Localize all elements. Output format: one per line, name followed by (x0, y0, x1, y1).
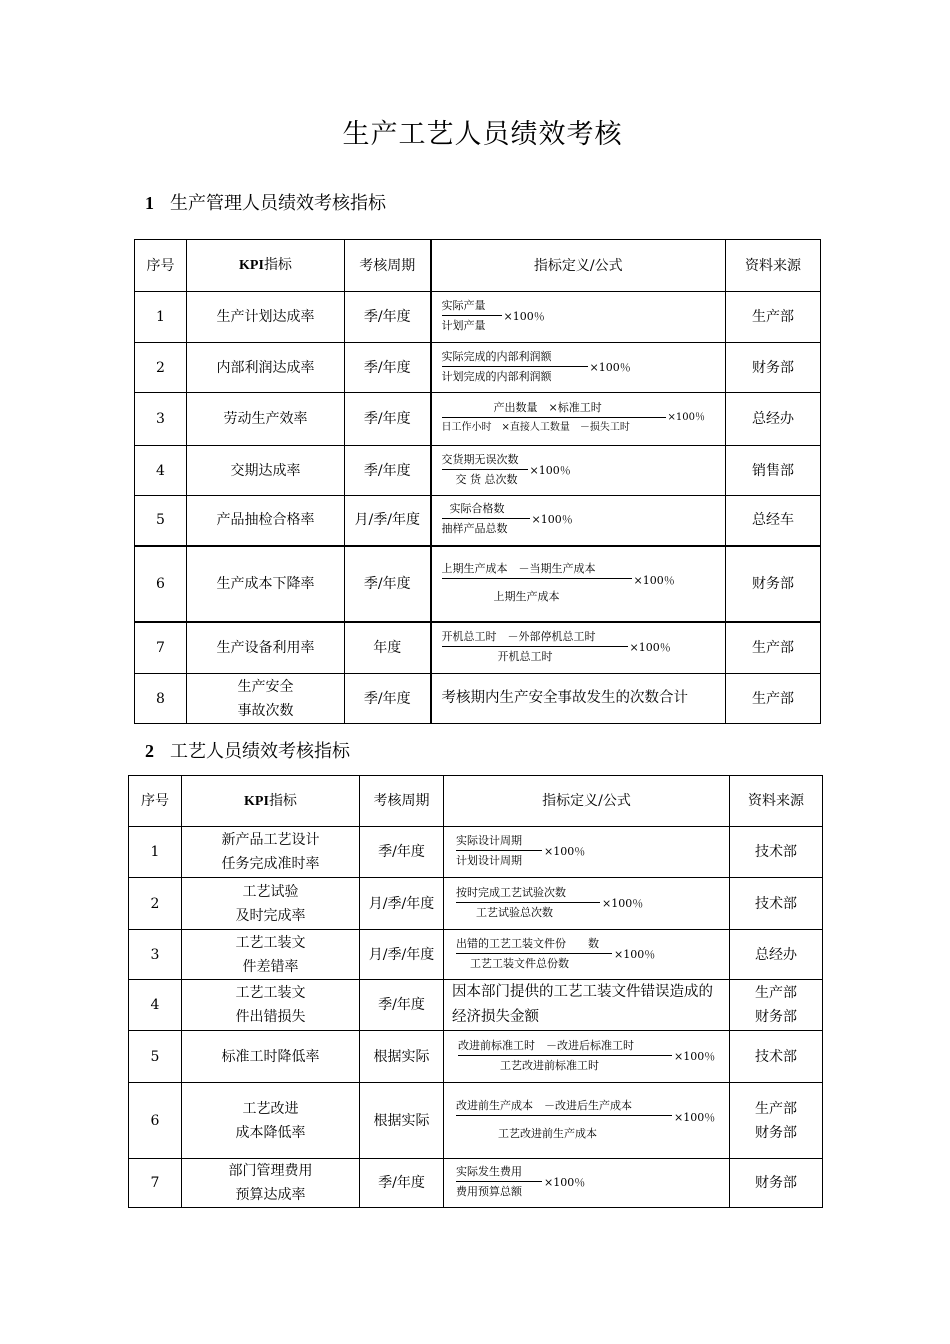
row-seq: 4 (135, 446, 187, 496)
row-period: 月/季/年度 (345, 496, 431, 546)
row-seq: 1 (135, 292, 187, 343)
table-row (129, 930, 823, 980)
section-title: 工艺人员绩效考核指标 (170, 741, 350, 762)
row-kpi: 标准工时降低率 (182, 1031, 360, 1083)
table-row (135, 292, 821, 343)
section-1-heading (145, 189, 386, 215)
row-period: 根据实际 (360, 1083, 444, 1159)
header-seq: 序号 (129, 776, 182, 827)
kpi-table-production (134, 239, 821, 724)
row-seq: 4 (129, 980, 182, 1031)
row-period: 季/年度 (360, 827, 444, 878)
row-period: 月/季/年度 (360, 878, 444, 930)
row-kpi: 内部利润达成率 (187, 343, 345, 393)
row-seq: 6 (129, 1083, 182, 1159)
row-source: 销售部 (726, 446, 821, 496)
table-row (129, 1159, 823, 1208)
row-source: 财务部 (730, 1159, 823, 1208)
header-period: 考核周期 (360, 776, 444, 827)
row-source: 生产部 财务部 (730, 980, 823, 1031)
row-source: 财务部 (726, 343, 821, 393)
table-row (129, 1083, 823, 1159)
row-period: 季/年度 (345, 674, 431, 724)
row-definition: 考核期内生产安全事故发生的次数合计 (431, 674, 726, 724)
row-source: 总经办 (730, 930, 823, 980)
row-source: 总经车 (726, 496, 821, 546)
row-period: 季/年度 (345, 292, 431, 343)
row-kpi: 工艺改进 成本降低率 (182, 1083, 360, 1159)
row-formula: 实际完成的内部利润额 计划完成的内部利润额 ×100％ (431, 343, 726, 393)
row-period: 根据实际 (360, 1031, 444, 1083)
row-kpi: 工艺工装文 件差错率 (182, 930, 360, 980)
header-kpi: KPI指标 (182, 776, 360, 827)
header-source: 资料来源 (726, 240, 821, 292)
row-source: 技术部 (730, 1031, 823, 1083)
document-title: 生产工艺人员绩效考核 (342, 119, 623, 150)
row-period: 季/年度 (345, 393, 431, 446)
row-period: 年度 (345, 622, 431, 674)
row-formula: 实际发生费用 费用预算总额 ×100％ (444, 1159, 730, 1208)
row-source: 总经办 (726, 393, 821, 446)
row-kpi: 工艺工装文 件出错损失 (182, 980, 360, 1031)
header-source: 资料来源 (730, 776, 823, 827)
table-header-row (135, 240, 821, 292)
table-row (129, 1031, 823, 1083)
row-seq: 5 (129, 1031, 182, 1083)
row-seq: 3 (135, 393, 187, 446)
table-row (135, 446, 821, 496)
row-source: 生产部 财务部 (730, 1083, 823, 1159)
section-number: 1 (145, 193, 154, 213)
row-formula: 上期生产成本 －当期生产成本 上期生产成本 ×100％ (431, 546, 726, 622)
table-row (129, 878, 823, 930)
header-definition: 指标定义/公式 (431, 240, 726, 292)
header-definition: 指标定义/公式 (444, 776, 730, 827)
row-period: 季/年度 (345, 446, 431, 496)
row-source: 生产部 (726, 674, 821, 724)
row-formula: 改进前生产成本 －改进后生产成本 工艺改进前生产成本 ×100％ (444, 1083, 730, 1159)
row-kpi: 劳动生产效率 (187, 393, 345, 446)
section-2-heading (145, 737, 350, 763)
row-period: 月/季/年度 (360, 930, 444, 980)
row-seq: 2 (129, 878, 182, 930)
table-row (135, 622, 821, 674)
row-seq: 1 (129, 827, 182, 878)
row-kpi: 交期达成率 (187, 446, 345, 496)
row-seq: 3 (129, 930, 182, 980)
table-row (135, 546, 821, 622)
table-header-row (129, 776, 823, 827)
table-row (129, 827, 823, 878)
row-seq: 8 (135, 674, 187, 724)
table-row (135, 343, 821, 393)
header-seq: 序号 (135, 240, 187, 292)
row-formula: 产出数量 ×标准工时 日工作小时 ×直接人工数量 －损失工时 ×100％ (431, 393, 726, 446)
row-period: 季/年度 (345, 343, 431, 393)
row-source: 生产部 (726, 292, 821, 343)
row-kpi: 生产成本下降率 (187, 546, 345, 622)
row-seq: 6 (135, 546, 187, 622)
row-formula: 按时完成工艺试验次数 工艺试验总次数 ×100％ (444, 878, 730, 930)
row-seq: 5 (135, 496, 187, 546)
row-formula: 开机总工时 －外部停机总工时 开机总工时 ×100％ (431, 622, 726, 674)
row-source: 财务部 (726, 546, 821, 622)
section-title: 生产管理人员绩效考核指标 (170, 193, 386, 214)
row-kpi: 产品抽检合格率 (187, 496, 345, 546)
row-kpi: 工艺试验 及时完成率 (182, 878, 360, 930)
row-period: 季/年度 (360, 1159, 444, 1208)
row-source: 生产部 (726, 622, 821, 674)
row-seq: 2 (135, 343, 187, 393)
header-kpi: KPI指标 (187, 240, 345, 292)
row-formula: 交货期无误次数 交 货 总次数 ×100％ (431, 446, 726, 496)
row-period: 季/年度 (360, 980, 444, 1031)
header-period: 考核周期 (345, 240, 431, 292)
row-kpi: 部门管理费用 预算达成率 (182, 1159, 360, 1208)
row-formula: 出错的工艺工装文件份 数 工艺工装文件总份数 ×100％ (444, 930, 730, 980)
row-kpi: 新产品工艺设计 任务完成准时率 (182, 827, 360, 878)
row-source: 技术部 (730, 827, 823, 878)
row-formula: 实际合格数 抽样产品总数 ×100％ (431, 496, 726, 546)
row-formula: 实际设计周期 计划设计周期 ×100％ (444, 827, 730, 878)
kpi-table-process (128, 775, 823, 1208)
row-formula: 实际产量 计划产量 ×100％ (431, 292, 726, 343)
section-number: 2 (145, 741, 154, 761)
row-kpi: 生产设备利用率 (187, 622, 345, 674)
row-kpi: 生产安全 事故次数 (187, 674, 345, 724)
table-row (135, 393, 821, 446)
row-definition: 因本部门提供的工艺工装文件错误造成的 经济损失金额 (444, 980, 730, 1031)
row-source: 技术部 (730, 878, 823, 930)
row-formula: 改进前标准工时 －改进后标准工时 工艺改进前标准工时 ×100％ (444, 1031, 730, 1083)
table-row (135, 496, 821, 546)
row-seq: 7 (135, 622, 187, 674)
row-kpi: 生产计划达成率 (187, 292, 345, 343)
row-period: 季/年度 (345, 546, 431, 622)
row-seq: 7 (129, 1159, 182, 1208)
table-row (129, 980, 823, 1031)
table-row (135, 674, 821, 724)
